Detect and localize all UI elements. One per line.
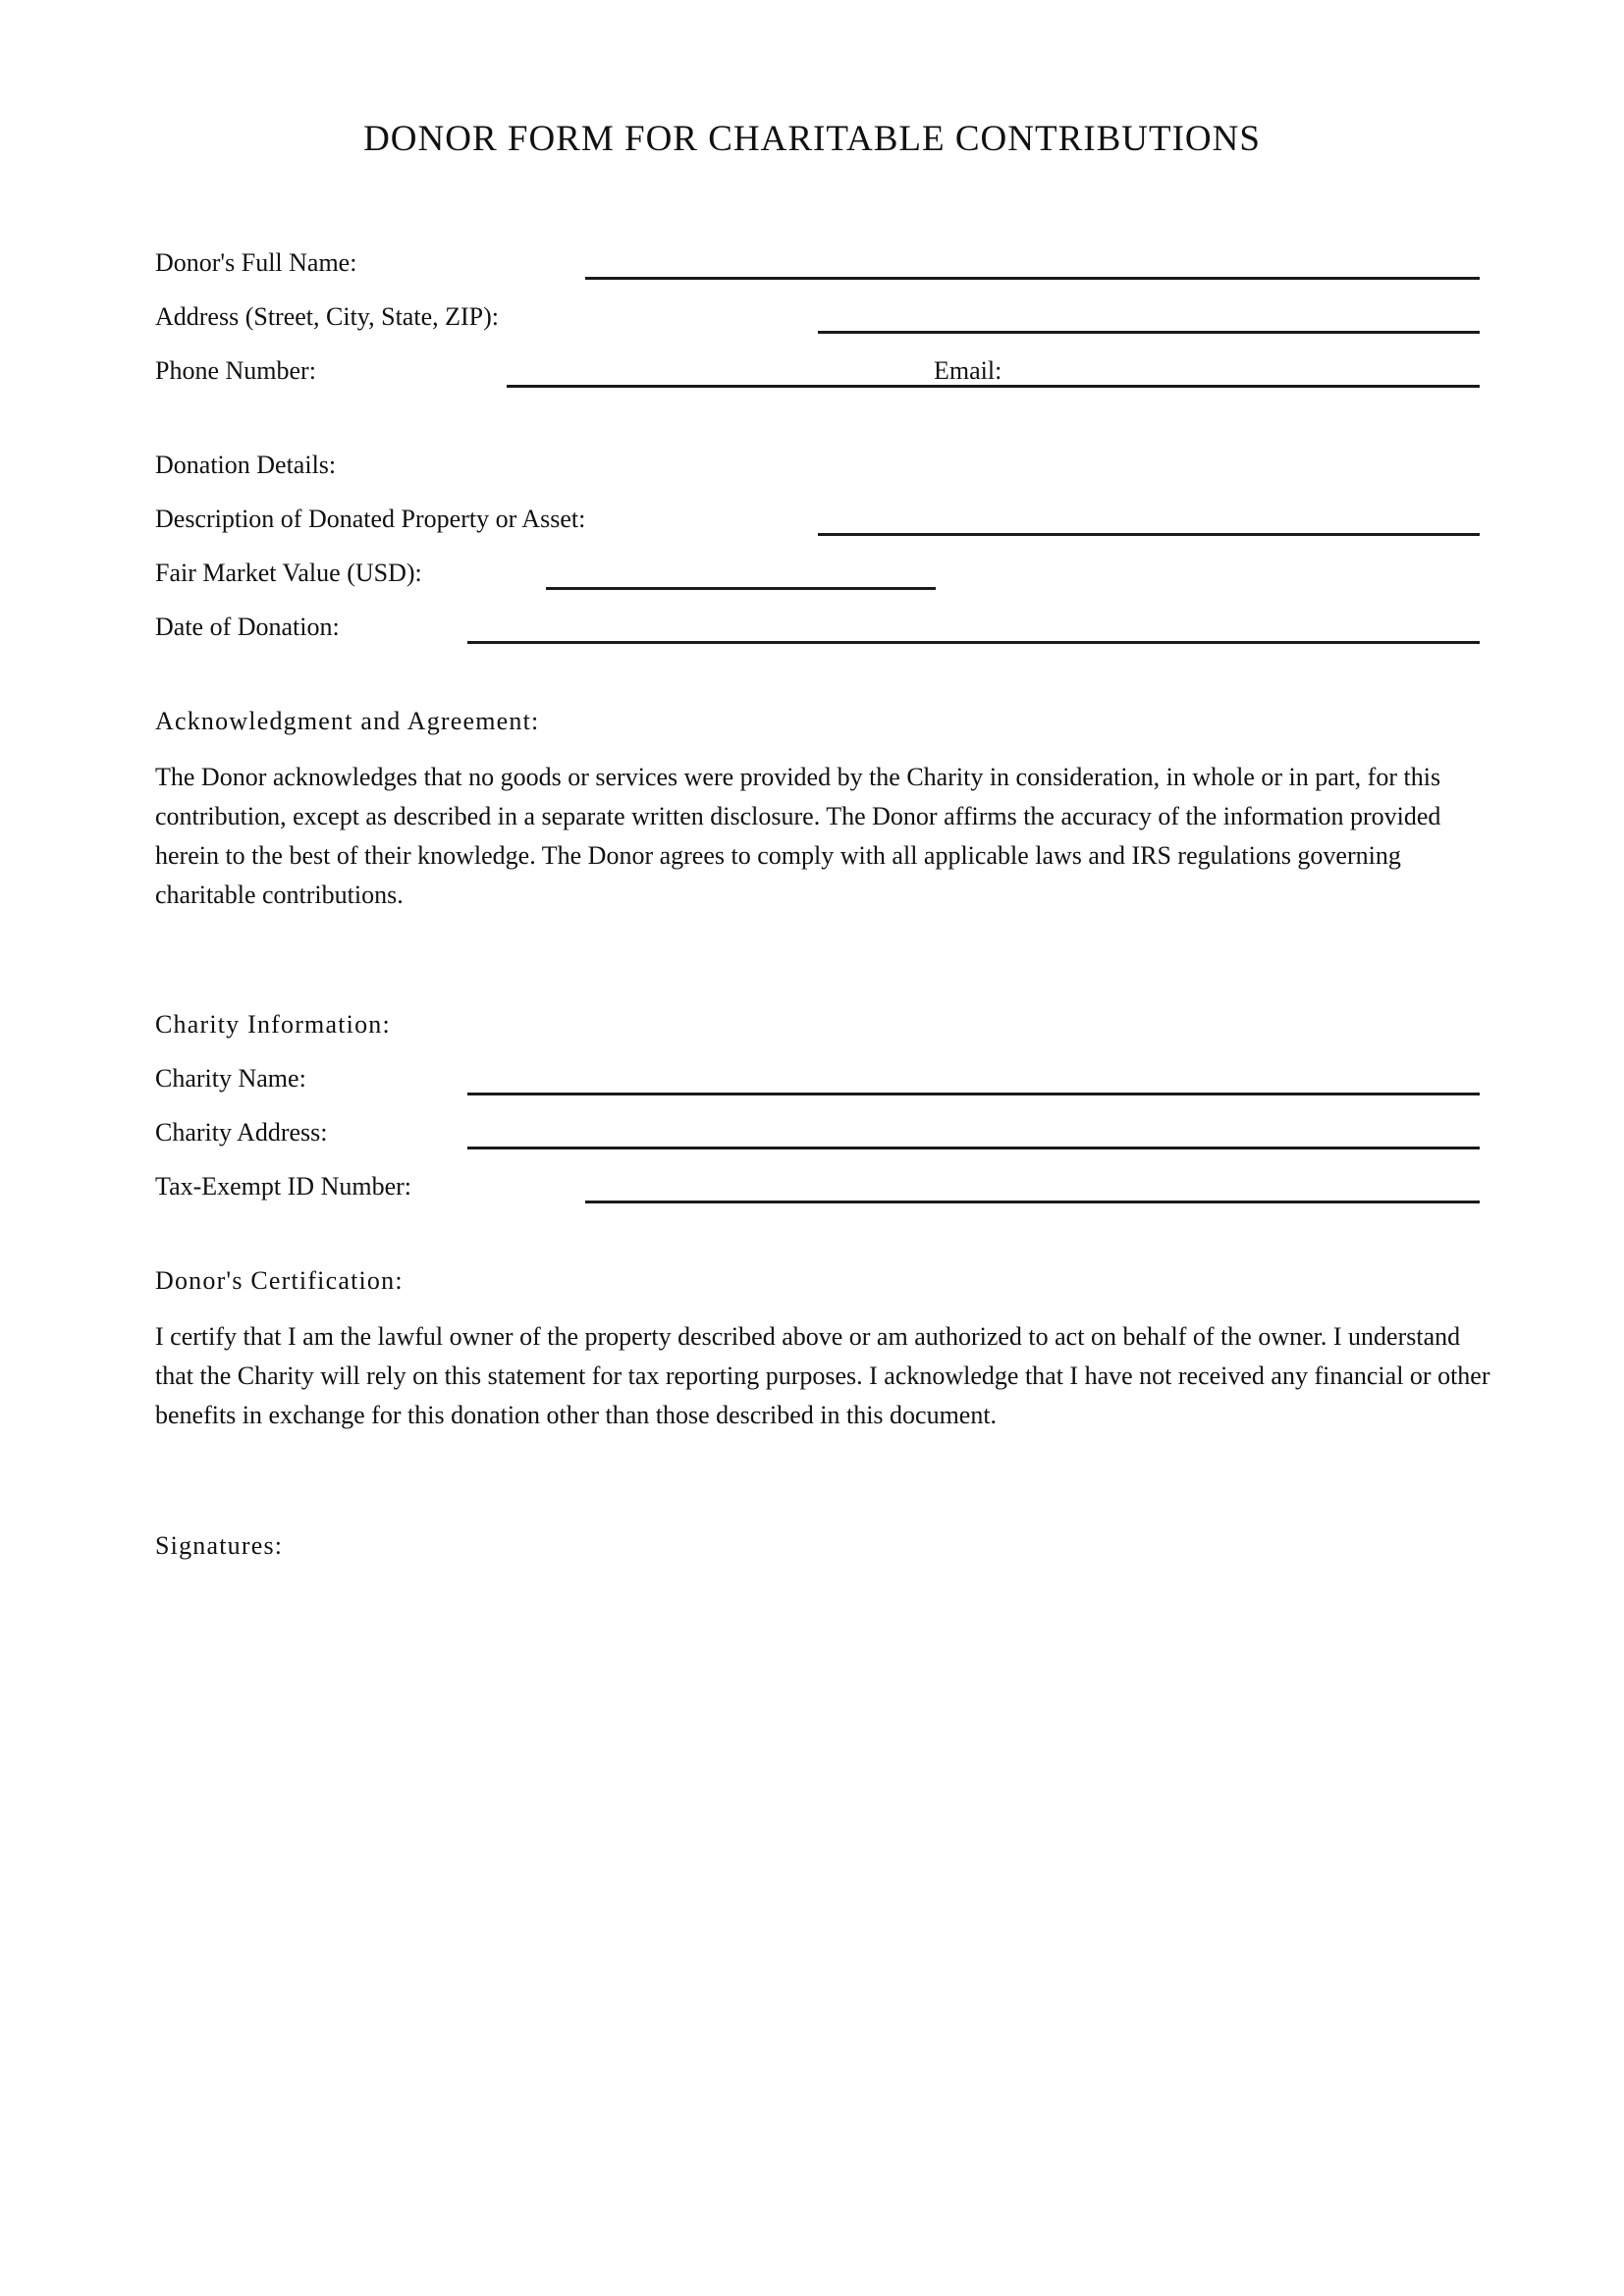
donation-date-field[interactable]: [467, 641, 1480, 644]
certification-text: I certify that I am the lawful owner of the property described above or am authorized to act on behalf of the owner. I understand that the Charity will rely on this statement for tax reporting purposes. I acknowledge that I have not received any financial or other benefits in exchange for this donation other than those described in this document.: [155, 1322, 1490, 1429]
tax-exempt-id-field[interactable]: [585, 1201, 1480, 1203]
charity-address-label: Charity Address:: [155, 1118, 328, 1147]
charity-name-label: Charity Name:: [155, 1064, 306, 1093]
tax-exempt-id-label: Tax-Exempt ID Number:: [155, 1172, 411, 1201]
donor-address-label: Address (Street, City, State, ZIP):: [155, 302, 499, 331]
donation-details-heading: Donation Details:: [155, 451, 337, 479]
charity-name-field[interactable]: [467, 1093, 1480, 1095]
donation-date-label: Date of Donation:: [155, 613, 340, 641]
page-title: DONOR FORM FOR CHARITABLE CONTRIBUTIONS: [363, 119, 1261, 159]
fair-market-value-label: Fair Market Value (USD):: [155, 559, 422, 587]
charity-info-heading: Charity Information:: [155, 1010, 391, 1039]
fair-market-value-field[interactable]: [546, 587, 936, 590]
donor-phone-label: Phone Number:: [155, 356, 316, 385]
donor-email-label: Email:: [934, 356, 1002, 385]
donor-full-name-field[interactable]: [585, 277, 1480, 280]
acknowledgment-heading: Acknowledgment and Agreement:: [155, 707, 540, 735]
donation-description-field[interactable]: [818, 533, 1480, 536]
donation-description-label: Description of Donated Property or Asset:: [155, 505, 586, 533]
charity-address-field[interactable]: [467, 1147, 1480, 1149]
acknowledgment-text: The Donor acknowledges that no goods or services were provided by the Charity in consideration, in whole or in part, for this contribution, except as described in a separate written disclosure. The Donor affirms the accuracy of the information provided herein to the best of their knowledge. The Donor agrees to comply with all applicable laws and IRS regulations governing charitable contributions.: [155, 763, 1441, 909]
donor-address-field[interactable]: [818, 331, 1480, 334]
signatures-heading: Signatures:: [155, 1531, 284, 1560]
donor-full-name-label: Donor's Full Name:: [155, 248, 357, 277]
certification-heading: Donor's Certification:: [155, 1266, 404, 1295]
